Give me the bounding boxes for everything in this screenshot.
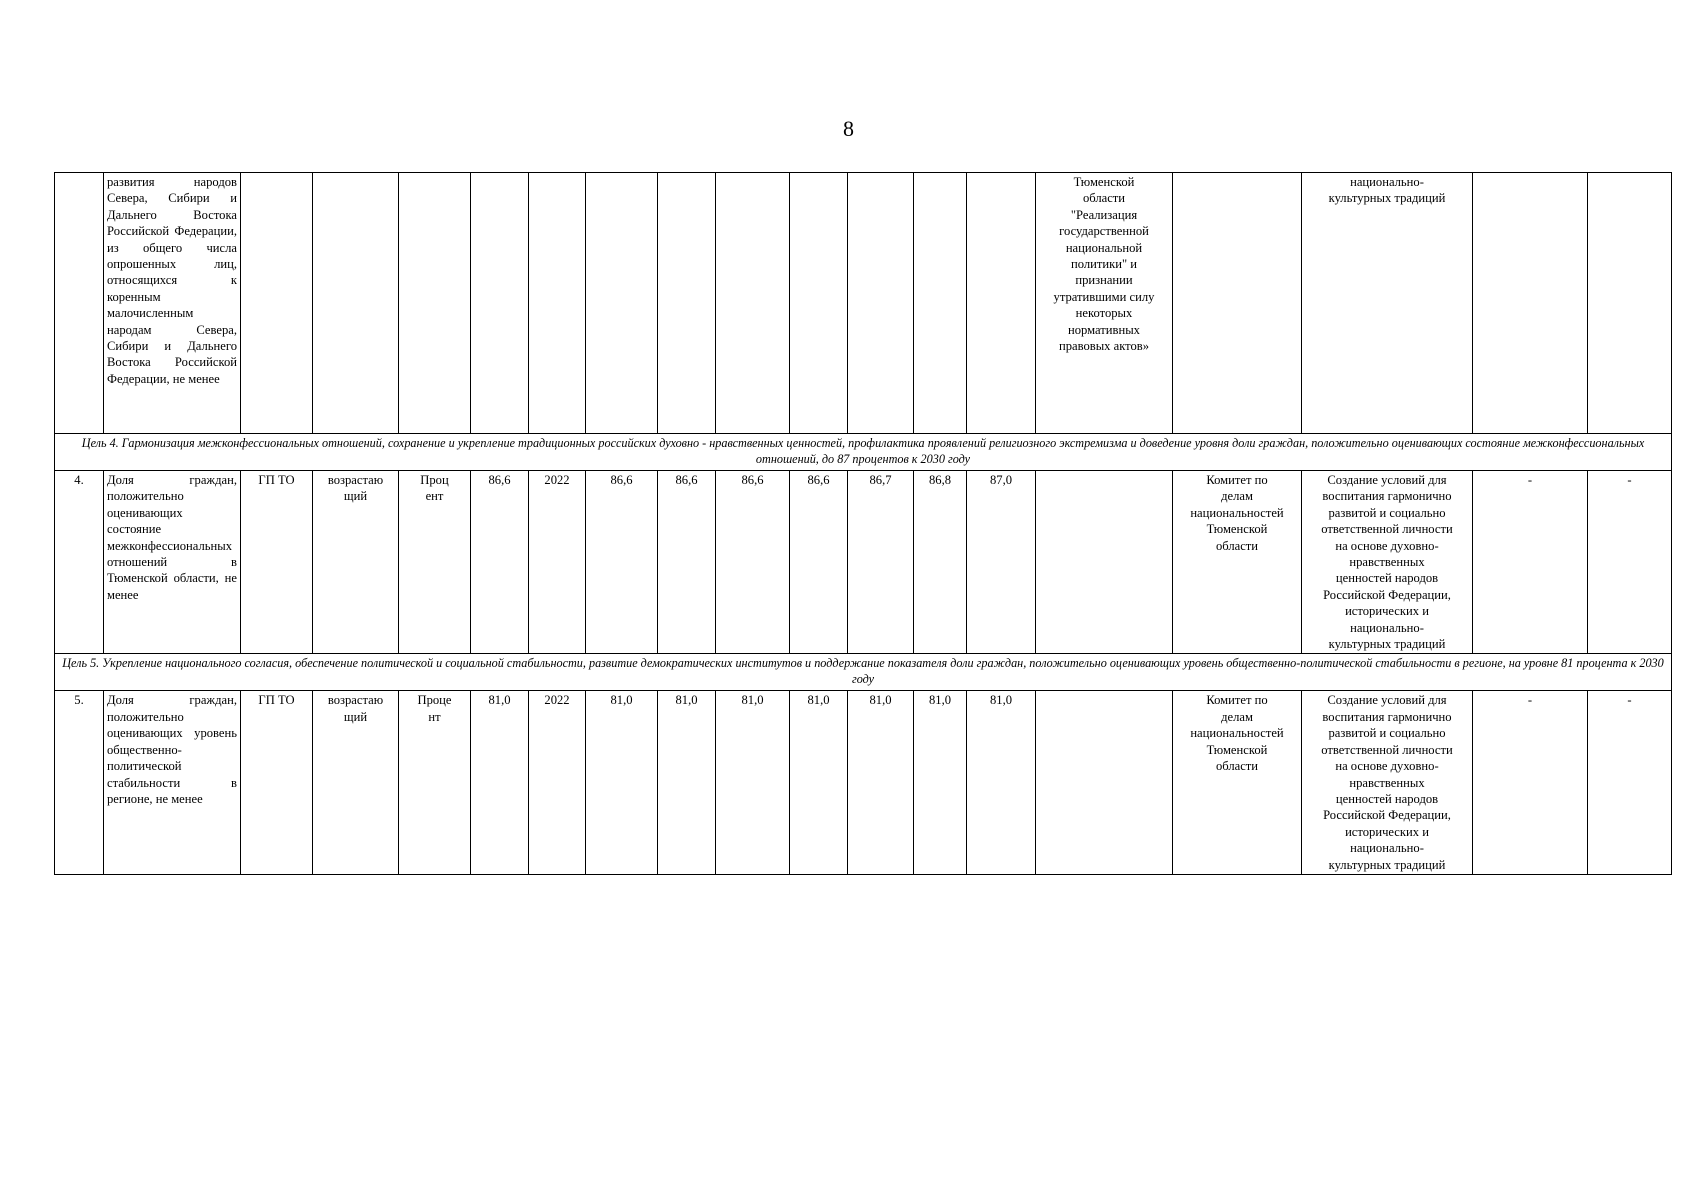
goal-row: [55, 654, 1672, 691]
cell-value: 86,8: [914, 471, 967, 654]
cell-num: [55, 173, 104, 434]
table-row: [55, 691, 1672, 874]
cell-value: 81,0: [967, 691, 1036, 874]
cell-trend: возрастаю щий: [313, 691, 399, 874]
cell-trend: возрастаю щий: [313, 471, 399, 654]
cell-base-year: 2022: [529, 691, 586, 874]
cell-value: 81,0: [716, 691, 790, 874]
cell-value: 81,0: [848, 691, 914, 874]
indicators-table: [54, 172, 1672, 875]
cell-value: 86,7: [848, 471, 914, 654]
cell-indicator: Доля граждан, положительно оценивающих состояние межконфессиональных отношений в Тюменской области, не менее: [104, 471, 241, 654]
cell-extra: -: [1588, 471, 1672, 654]
cell-connection: Создание условий для воспитания гармонично развитой и социально ответственной личности на основе духовно- нравственных ценностей народов Российской Федерации, исторических и национально- культурных традиций: [1302, 471, 1473, 654]
cell-num: 5.: [55, 691, 104, 874]
cell-responsible: Комитет по делам национальностей Тюменской области: [1173, 471, 1302, 654]
cell-connection: национально- культурных традиций: [1302, 173, 1473, 434]
cell-value: 81,0: [790, 691, 848, 874]
cell-value: 81,0: [586, 691, 658, 874]
cell-level: ГП ТО: [241, 691, 313, 874]
cell-base-value: 86,6: [471, 471, 529, 654]
table-row: [55, 173, 1672, 434]
cell-responsible: Комитет по делам национальностей Тюменской области: [1173, 691, 1302, 874]
cell-level: ГП ТО: [241, 471, 313, 654]
cell-document: [1036, 471, 1173, 654]
cell-extra: -: [1588, 691, 1672, 874]
cell-value: 86,6: [716, 471, 790, 654]
cell-num: 4.: [55, 471, 104, 654]
goal-5-text: Цель 5. Укрепление национального согласия, обеспечение политической и социальной стабильности, развитие демократических институтов и поддержание показателя доли граждан, положительно оценивающих уровень общественно-политической стабильности в регионе, на уровне 81 процента к 2030 году: [55, 654, 1672, 691]
cell-base-year: 2022: [529, 471, 586, 654]
goal-4-text: Цель 4. Гармонизация межконфессиональных отношений, сохранение и укрепление традиционных российских духовно - нравственных ценностей, профилактика проявлений религиозного экстремизма и доведение уровня доли граждан, положительно оценивающих состояние межконфессиональных отношений, до 87 процентов к 2030 году: [55, 434, 1672, 471]
cell-value: 86,6: [790, 471, 848, 654]
cell-connection: Создание условий для воспитания гармонично развитой и социально ответственной личности на основе духовно- нравственных ценностей народов Российской Федерации, исторических и национально- культурных традиций: [1302, 691, 1473, 874]
cell-value: 81,0: [658, 691, 716, 874]
cell-unit: Проц ент: [399, 471, 471, 654]
cell-value: 86,6: [658, 471, 716, 654]
cell-value: 81,0: [914, 691, 967, 874]
cell-extra: -: [1473, 471, 1588, 654]
goal-row: [55, 434, 1672, 471]
cell-unit: Проце нт: [399, 691, 471, 874]
cell-document: [1036, 691, 1173, 874]
cell-indicator: развития народов Севера, Сибири и Дальнего Востока Российской Федерации, из общего числа опрошенных лиц, относящихся к коренным малочисленным народам Севера, Сибири и Дальнего Востока Российской Федерации, не менее: [104, 173, 241, 434]
cell-value: 86,6: [586, 471, 658, 654]
cell-extra: -: [1473, 691, 1588, 874]
cell-base-value: 81,0: [471, 691, 529, 874]
cell-value: 87,0: [967, 471, 1036, 654]
page-number: 8: [843, 116, 854, 141]
cell-document: Тюменской области "Реализация государственной национальной политики" и признании утратившими силу некоторых нормативных правовых актов»: [1036, 173, 1173, 434]
table-row: [55, 471, 1672, 654]
cell-indicator: Доля граждан, положительно оценивающих уровень общественно-политической стабильности в регионе, не менее: [104, 691, 241, 874]
